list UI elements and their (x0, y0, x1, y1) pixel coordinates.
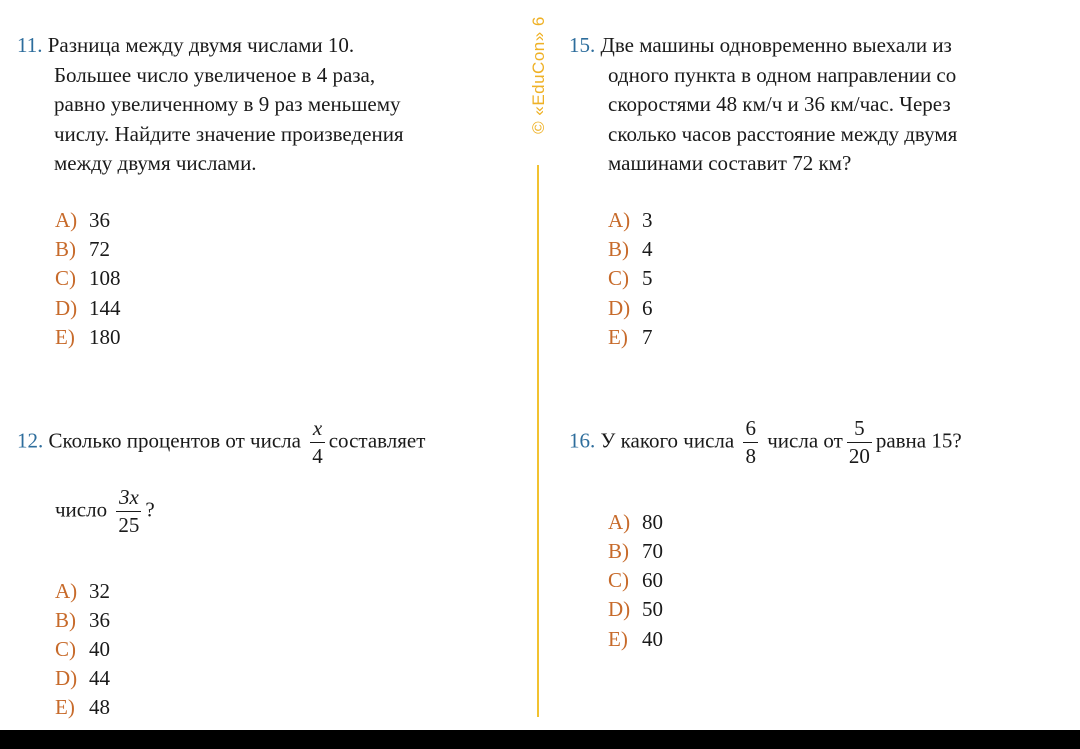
question-15-line: машинами составит 72 км? (608, 151, 852, 175)
question-12-text: составляет (328, 428, 426, 453)
q11-option-e[interactable]: E) 180 (55, 325, 121, 349)
q11-option-a[interactable]: A) 36 (55, 208, 110, 232)
question-11-line: между двумя числами. (54, 151, 257, 175)
fraction-6-over-8: $\frac{6}{8}$ (745, 416, 756, 468)
question-16-text: числа от (767, 428, 843, 453)
question-11 (17, 31, 517, 179)
q16-option-c[interactable]: C) 60 (608, 568, 663, 592)
question-15-line: 15. Две машины одновременно выехали из (569, 33, 952, 57)
column-divider (537, 165, 539, 717)
question-15-line: скоростями 48 км/ч и 36 км/час. Через (608, 92, 951, 116)
q15-option-a[interactable]: A) 3 (608, 208, 653, 232)
question-15-line: одного пункта в одном направлении со (608, 62, 957, 87)
q16-option-e[interactable]: E) 40 (608, 627, 663, 651)
q16-option-a[interactable]: A) 80 (608, 510, 663, 534)
q11-option-b[interactable]: B) 72 (55, 237, 110, 261)
question-15 (569, 31, 1069, 179)
question-12-number: 12. (17, 428, 44, 453)
q12-option-a[interactable]: A) 32 (55, 579, 110, 603)
fraction-3x-over-25: $\frac{3x}{25}$ (118, 485, 140, 537)
question-12 (17, 418, 527, 467)
q12-option-c[interactable]: C) 40 (55, 637, 110, 661)
bottom-black-bar (0, 730, 1080, 749)
q12-option-b[interactable]: B) 36 (55, 608, 110, 632)
watermark: © «EduCon» 6 (529, 16, 548, 134)
q11-option-d[interactable]: D) 144 (55, 296, 121, 320)
question-15-line: сколько часов расстояние между двумя (608, 121, 958, 146)
fraction-x-over-4: $\frac{x}{4}$ (312, 416, 323, 468)
question-11-line: равно увеличенному в 9 раз меньшему (54, 92, 401, 116)
question-16-text: У какого числа (600, 428, 735, 453)
question-12-text: Сколько процентов от числа (48, 428, 301, 453)
question-12-cont: число $\frac{3x}{25}$ ? (55, 485, 155, 537)
q12-option-e[interactable]: E) 48 (55, 695, 110, 719)
question-11-number: 11. (17, 33, 43, 57)
question-11-line: числу. Найдите значение произведения (54, 121, 404, 146)
q12-option-d[interactable]: D) 44 (55, 666, 110, 690)
question-16 (569, 418, 1074, 467)
question-15-number: 15. (569, 33, 596, 57)
q16-option-d[interactable]: D) 50 (608, 597, 663, 621)
q15-option-d[interactable]: D) 6 (608, 296, 653, 320)
q16-option-b[interactable]: B) 70 (608, 539, 663, 563)
q15-option-e[interactable]: E) 7 (608, 325, 653, 349)
q11-option-c[interactable]: C) 108 (55, 266, 121, 290)
q15-option-b[interactable]: B) 4 (608, 237, 653, 261)
q15-option-c[interactable]: C) 5 (608, 266, 653, 290)
question-11-line: Большее число увеличеное в 4 раза, (54, 62, 376, 87)
question-12-text: число (55, 497, 108, 522)
fraction-5-over-20: $\frac{5}{20}$ (848, 416, 870, 468)
question-16-text: равна 15? (875, 428, 962, 453)
question-11-line: 11. Разница между двумя числами 10. (17, 33, 355, 57)
question-16-number: 16. (569, 428, 596, 453)
